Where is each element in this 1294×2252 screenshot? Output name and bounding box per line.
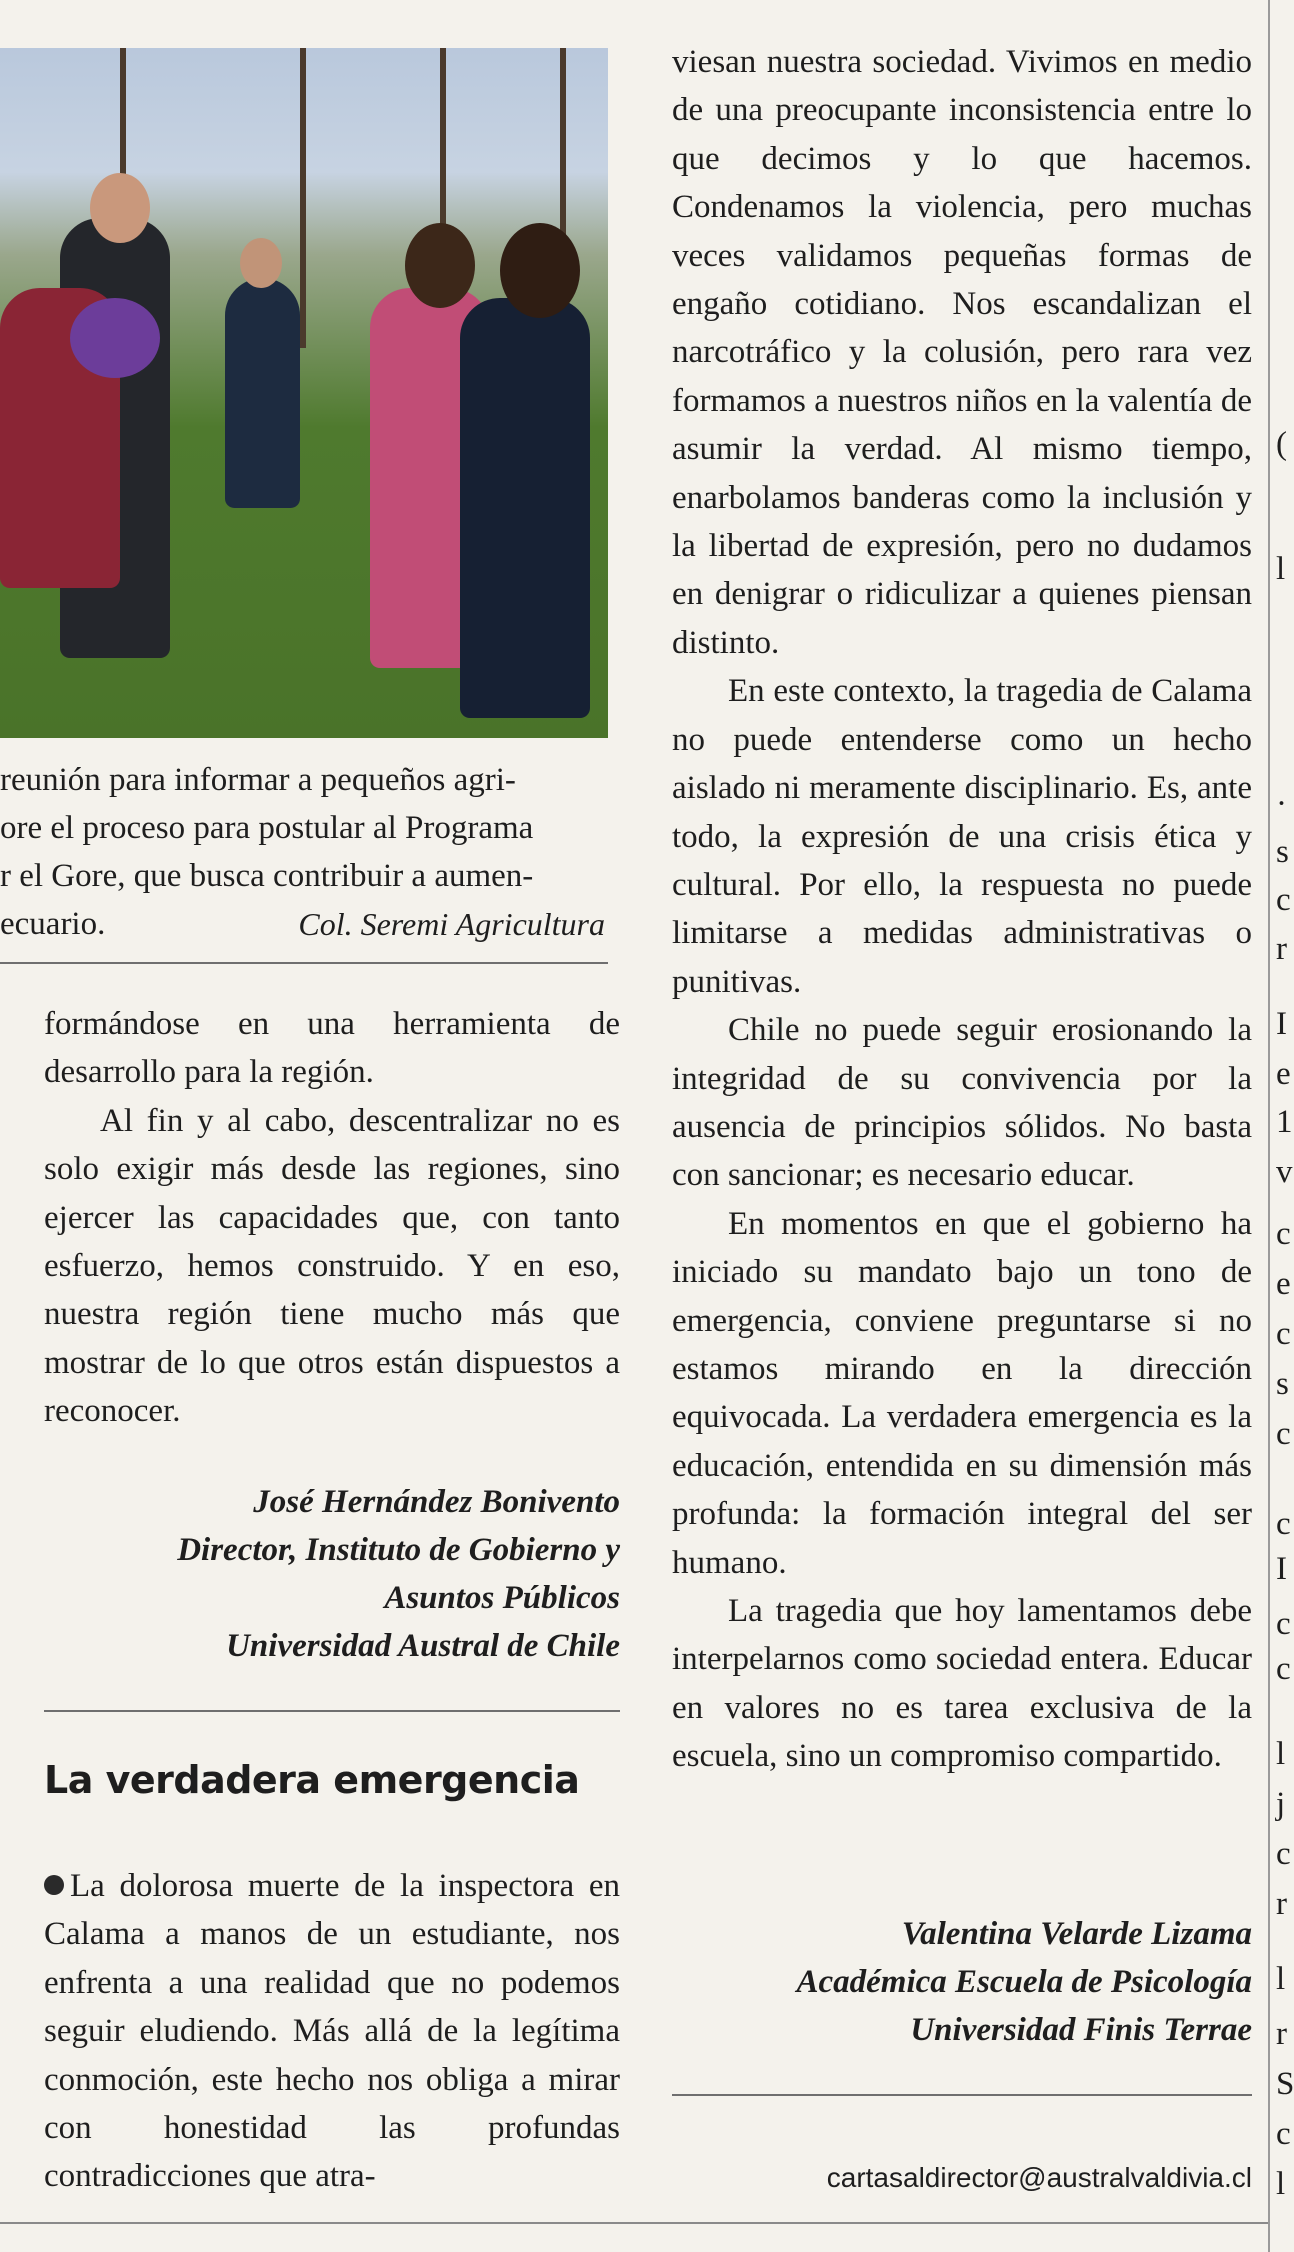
signature-institution: Universidad Finis Terrae <box>910 2012 1252 2048</box>
clipped-letter: S <box>1276 2066 1294 2102</box>
clipped-letter: l <box>1276 551 1286 587</box>
clipped-letter: c <box>1276 1651 1291 1687</box>
clipped-letter: r <box>1276 931 1287 967</box>
clipped-letter: 1 <box>1276 1104 1293 1140</box>
clipped-letter: · <box>1276 786 1287 822</box>
clipped-letter: I <box>1276 1006 1287 1042</box>
article-2-paragraph: Chile no puede seguir erosionando la integridad de su convivencia por la ausencia de principios sólidos. No basta con sancionar; es necesario educar. <box>672 1012 1252 1194</box>
signature-institution: Universidad Austral de Chile <box>226 1628 620 1664</box>
clipped-letter: l <box>1276 1961 1286 1997</box>
clipped-letter: I <box>1276 1551 1287 1587</box>
bullet-icon <box>44 1875 64 1895</box>
article-1-body <box>44 1000 620 1436</box>
signature-name: José Hernández Bonivento <box>253 1484 620 1520</box>
article-2-title: La verdadera emergencia <box>44 1758 580 1802</box>
caption-line: r el Gore, que busca contribuir a aumen- <box>0 858 534 894</box>
clipped-letter: c <box>1276 1416 1291 1452</box>
caption-line: ore el proceso para postular al Programa <box>0 810 534 846</box>
signature-title: Académica Escuela de Psicología <box>796 1964 1252 2000</box>
clipped-letter: e <box>1276 1056 1291 1092</box>
article-2-paragraph: viesan nuestra sociedad. Vivimos en medio de una preocupante inconsistencia entre lo que decimos y lo que hacemos. Condenamos la violencia, pero muchas veces validamos pequeñas formas de engaño cotidiano. Nos escandalizan el narcotráfico y la colusión, pero rara vez formamos a nuestros niños en la valentía de asumir la verdad. Al mismo tiempo, enarbolamos banderas como la inclusión y la libertad de expresión, pero no dudamos en denigrar o ridiculizar a quienes piensan distinto. <box>672 44 1252 661</box>
article-2-paragraph: La tragedia que hoy lamentamos debe interpelarnos como sociedad entera. Educar en valores no es tarea exclusiva de la escuela, sino un compromiso compartido. <box>672 1593 1252 1775</box>
clipped-letter: c <box>1276 1506 1291 1542</box>
divider <box>44 1710 620 1712</box>
clipped-letter: c <box>1276 2116 1291 2152</box>
article-2-body <box>672 38 1252 1781</box>
clipped-letter: c <box>1276 1606 1291 1642</box>
photo-credit: Col. Seremi Agricultura <box>298 906 605 942</box>
photo-caption <box>0 756 605 948</box>
article-2-signature <box>672 1910 1252 2054</box>
article-2-paragraph: En este contexto, la tragedia de Calama no puede entenderse como un hecho aislado ni meramente disciplinario. Es, ante todo, la expresión de una crisis ética y cultural. Por ello, la respuesta no puede limitarse a medidas administrativas o punitivas. <box>672 673 1252 1000</box>
clipped-letter: r <box>1276 2016 1287 2052</box>
bottom-rule <box>0 2222 1268 2224</box>
clipped-letter: j <box>1276 1786 1286 1822</box>
clipped-letter: e <box>1276 1266 1291 1302</box>
clipped-letter: c <box>1276 882 1291 918</box>
caption-line: ecuario. <box>0 906 106 942</box>
article-2-paragraph: En momentos en que el gobierno ha iniciado su mandato bajo un tono de emergencia, conviene preguntarse si no estamos mirando en la dirección equivocada. La verdadera emergencia es la educación, entendida en su dimensión más profunda: la formación integral del ser humano. <box>672 1205 1252 1581</box>
caption-line: reunión para informar a pequeños agri- <box>0 762 516 798</box>
clipped-letter: ( <box>1276 426 1287 462</box>
clipped-letter: s <box>1276 1366 1289 1402</box>
column-rule <box>1268 0 1270 2252</box>
divider <box>0 962 608 964</box>
clipped-letter: c <box>1276 1316 1291 1352</box>
right-clipped-column <box>1268 0 1292 2252</box>
signature-name: Valentina Velarde Lizama <box>901 1916 1252 1952</box>
clipped-letter: c <box>1276 1836 1291 1872</box>
article-1-signature <box>44 1478 620 1670</box>
news-photo <box>0 48 608 738</box>
article-1-paragraph: formándose en una herramienta de desarrollo para la región. <box>44 1006 620 1091</box>
signature-title: Asuntos Públicos <box>384 1580 620 1616</box>
clipped-letter: l <box>1276 2166 1286 2202</box>
contact-email-link[interactable]: cartasaldirector@australvaldivia.cl <box>826 2162 1252 2193</box>
article-2-intro-text: La dolorosa muerte de la inspectora en Calama a manos de un estudiante, nos enfrenta a una realidad que no podemos seguir eludiendo. Más allá de la legítima conmoción, este hecho nos obliga a mirar con honestidad las profundas contradicciones que atra- <box>44 1868 620 2195</box>
clipped-letter: r <box>1276 1886 1287 1922</box>
clipped-letter: c <box>1276 1216 1291 1252</box>
article-2-intro <box>44 1862 620 2201</box>
clipped-letter: v <box>1276 1154 1293 1190</box>
article-1-paragraph: Al fin y al cabo, descentralizar no es solo exigir más desde las regiones, sino ejercer las capacidades que, con tanto esfuerzo, hemos construido. Y en eso, nuestra región tiene mucho más que mostrar de lo que otros están dispuestos a reconocer. <box>44 1102 620 1430</box>
divider <box>672 2094 1252 2096</box>
clipped-letter: s <box>1276 834 1289 870</box>
signature-title: Director, Instituto de Gobierno y <box>177 1532 620 1568</box>
clipped-letter: l <box>1276 1736 1286 1772</box>
